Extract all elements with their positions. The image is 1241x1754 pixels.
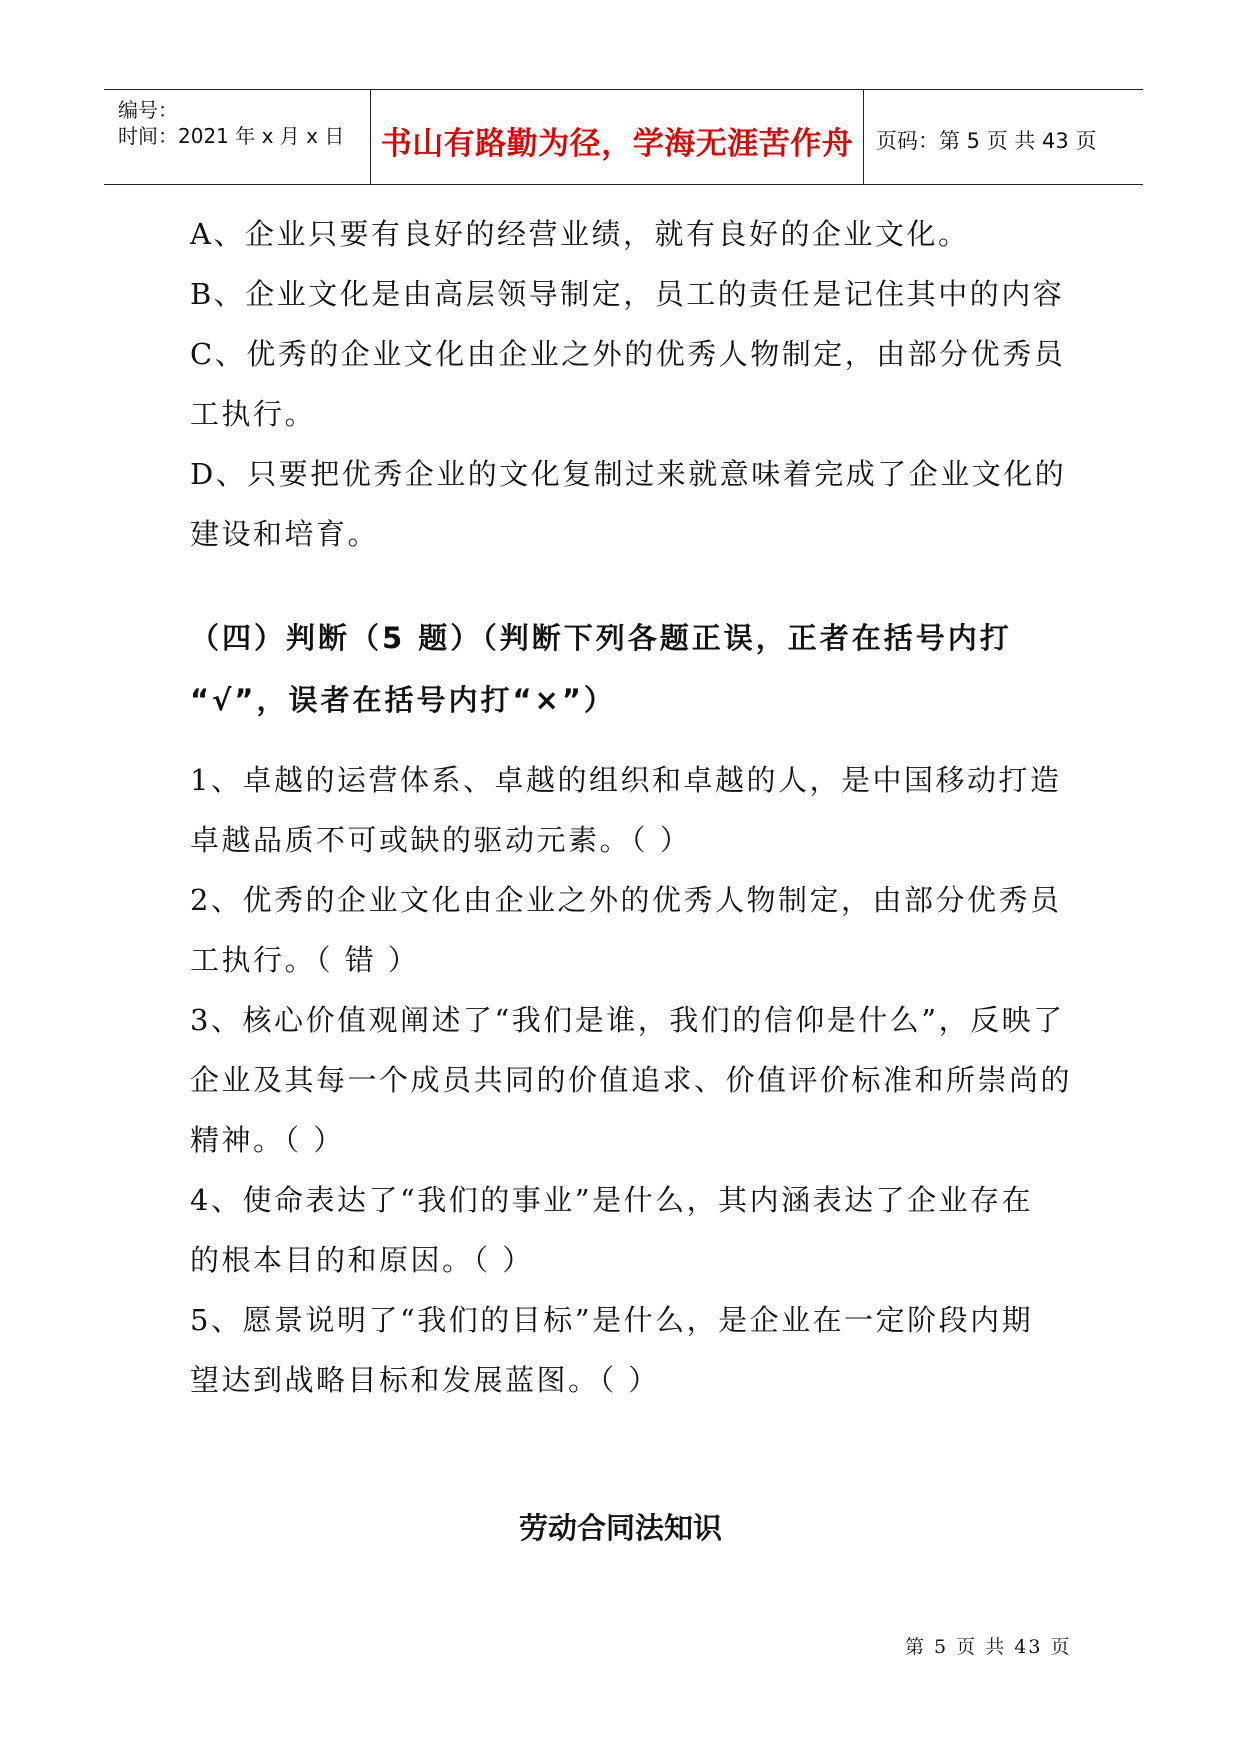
question-line: 望达到战略目标和发展蓝图。（ ）	[190, 1363, 660, 1397]
question-line: 1、卓越的运营体系、卓越的组织和卓越的人，是中国移动打造	[190, 763, 1062, 797]
question-line: 3、核心价值观阐述了“我们是谁，我们的信仰是什么”，反映了	[190, 1003, 1065, 1037]
header-page-number: 页码：第 5 页 共 43 页	[876, 129, 1097, 153]
question-line: 精神。（ ）	[190, 1123, 345, 1157]
option-line: D、只要把优秀企业的文化复制过来就意味着完成了企业文化的	[190, 457, 1067, 491]
page-header	[104, 89, 1143, 185]
question-line: 的根本目的和原因。（ ）	[190, 1243, 534, 1277]
question-line: 卓越品质不可或缺的驱动元素。（ ）	[190, 823, 692, 857]
option-line: A、企业只要有良好的经营业绩，就有良好的企业文化。	[190, 217, 970, 251]
header-motto-cell	[370, 90, 864, 184]
date-label: 时间：2021 年 x 月 x 日	[118, 124, 345, 148]
header-motto: 书山有路勤为径，学海无涯苦作舟	[380, 126, 854, 162]
option-line: C、优秀的企业文化由企业之外的优秀人物制定，由部分优秀员	[190, 337, 1066, 371]
question-line: 2、优秀的企业文化由企业之外的优秀人物制定，由部分优秀员	[190, 883, 1062, 917]
question-line: 4、使命表达了“我们的事业”是什么，其内涵表达了企业存在	[190, 1183, 1034, 1217]
next-section-title: 劳动合同法知识	[518, 1511, 722, 1545]
option-line: 工执行。	[190, 397, 317, 431]
header-left-cell	[104, 90, 370, 184]
section-heading: （四）判断（5 题）（判断下列各题正误，正者在括号内打	[190, 621, 1012, 655]
question-line: 工执行。（ 错 ）	[190, 943, 420, 977]
option-line: 建设和培育。	[190, 517, 380, 551]
section-heading: “√”，误者在括号内打“×”）	[190, 683, 616, 717]
header-page-cell	[864, 90, 1143, 184]
serial-number-label: 编号：	[118, 98, 178, 122]
question-line: 企业及其每一个成员共同的价值追求、价值评价标准和所崇尚的	[190, 1063, 1073, 1097]
page-footer: 第 5 页 共 43 页	[905, 1636, 1072, 1658]
option-line: B、企业文化是由高层领导制定，员工的责任是记住其中的内容	[190, 277, 1065, 311]
question-line: 5、愿景说明了“我们的目标”是什么，是企业在一定阶段内期	[190, 1303, 1034, 1337]
